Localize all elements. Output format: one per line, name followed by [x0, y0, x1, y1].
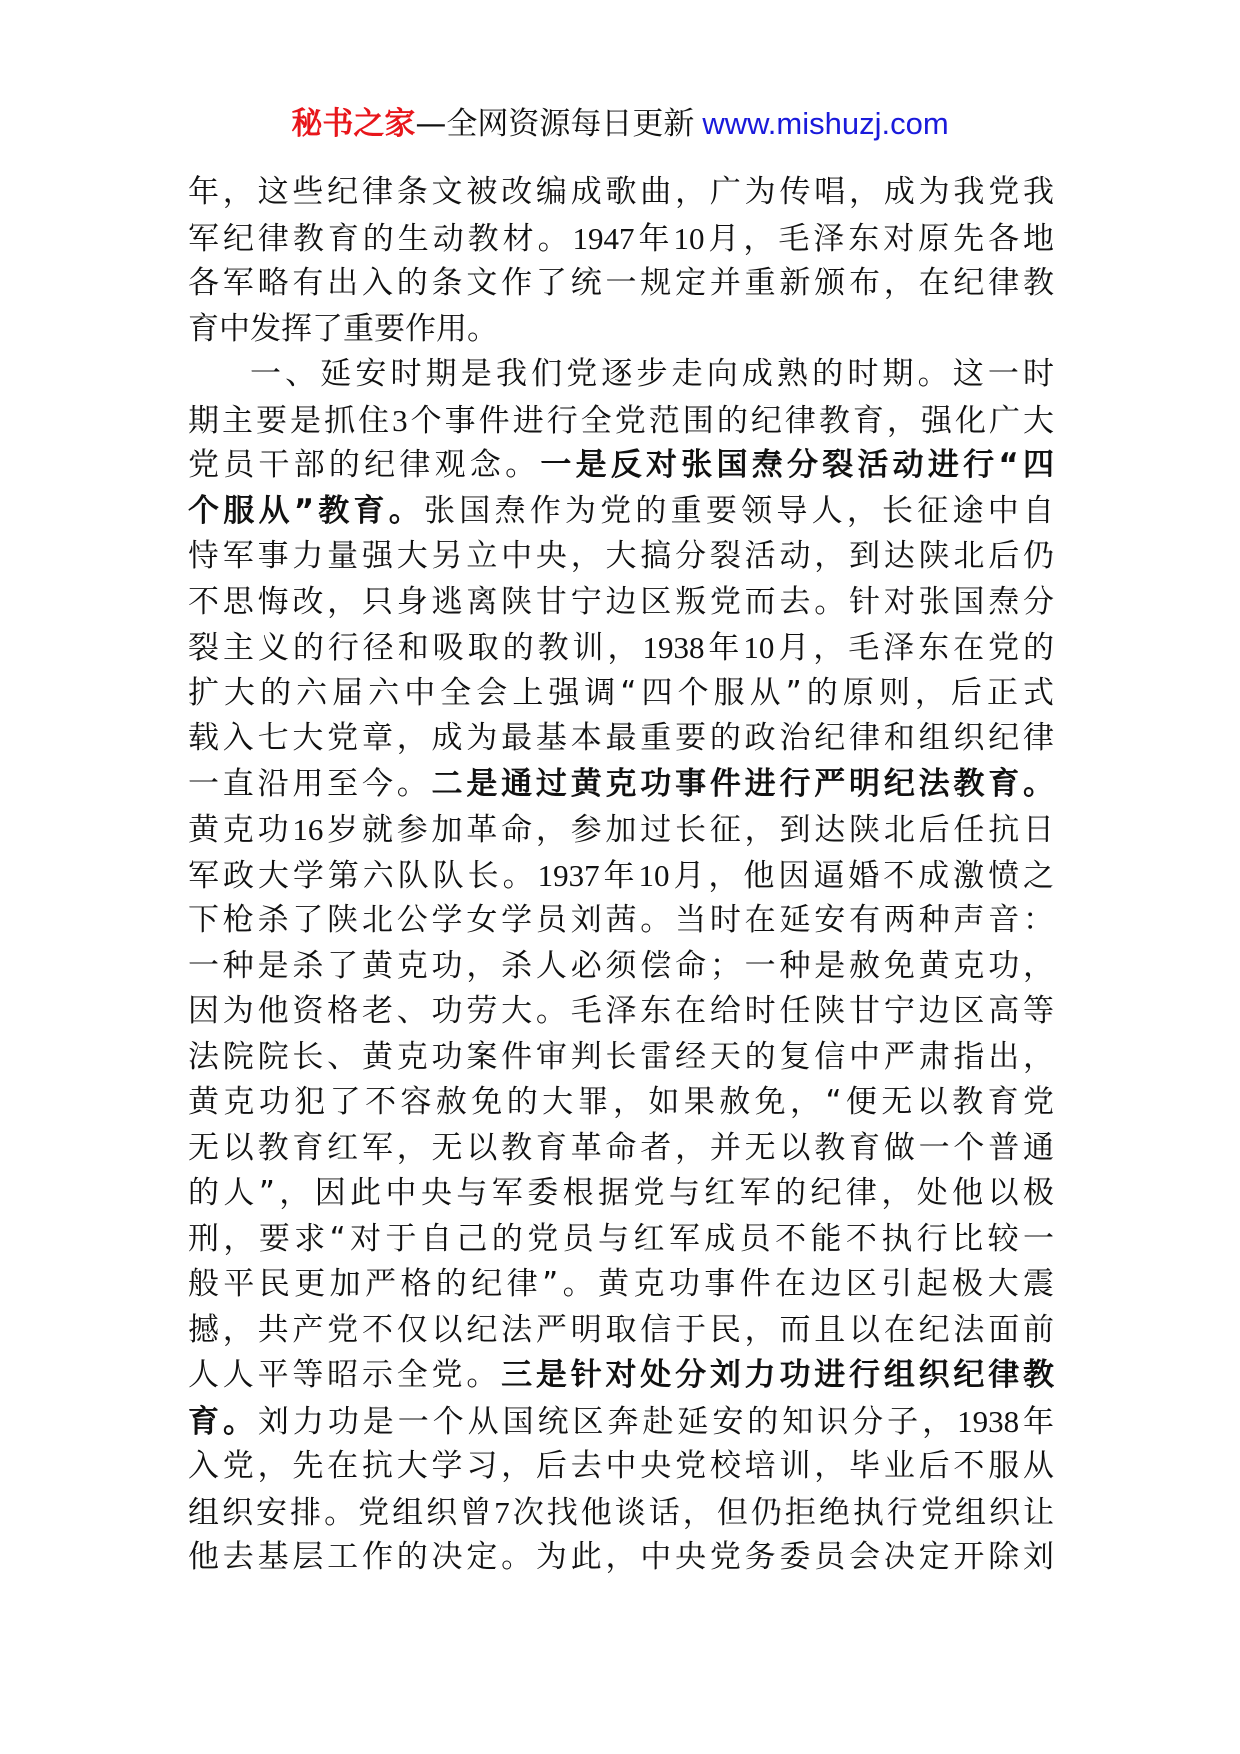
- bold-text-run: 个服从”教育。: [188, 492, 425, 529]
- text-run: 的人”，因此中央与军委根据党与红军的纪律，处他以极: [188, 1175, 1054, 1211]
- text-run: 年: [704, 630, 744, 666]
- text-line: [188, 944, 1054, 990]
- bold-text-run: 育。: [188, 1403, 258, 1440]
- text-run: 恃军事力量强大另立中央，大搞分裂活动，到达陕北后仍: [188, 538, 1054, 574]
- text-line: [188, 807, 1054, 853]
- text-run: 一种是杀了黄克功，杀人必须偿命；一种是赦免黄克功，: [188, 947, 1054, 984]
- text-run: 年，这些纪律条文被改编成歌曲，广为传唱，成为我党我: [188, 174, 1054, 210]
- text-run: 各军略有出入的条文作了统一规定并重新颁布，在纪律教: [188, 265, 1054, 301]
- text-run: 下枪杀了陕北公学女学员刘茜。当时在延安有两种声音：: [188, 902, 1054, 938]
- text-line: [188, 170, 1054, 216]
- text-line: [188, 261, 1054, 307]
- text-line: [188, 1080, 1054, 1126]
- text-run: 年: [1019, 1403, 1055, 1440]
- text-run: 月，毛泽东对原先各地: [704, 220, 1055, 257]
- text-run: 月，毛泽东在党的: [774, 630, 1055, 666]
- header-url-link[interactable]: www.mishuzj.com: [702, 106, 949, 141]
- text-run: 刑，要求“对于自己的党员与红军成员不能不执行比较一: [188, 1220, 1054, 1257]
- text-run: 黄克功犯了不容赦免的大罪，如果赦免，“便无以教育党: [188, 1084, 1054, 1120]
- text-run: 入党，先在抗大学习，后去中央党校培训，毕业后不服从: [188, 1448, 1054, 1484]
- text-run: 不思悔改，只身逃离陕甘宁边区叛党而去。针对张国焘分: [188, 583, 1054, 620]
- text-run: 1938: [957, 1403, 1020, 1439]
- text-line: [188, 1171, 1054, 1217]
- text-line: [188, 216, 1054, 262]
- text-line: [188, 1399, 1054, 1445]
- text-run: 1937: [537, 857, 600, 893]
- text-line: [188, 1217, 1054, 1263]
- text-run: 法院院长、黄克功案件审判长雷经天的复信中严肃指出，: [188, 1038, 1054, 1075]
- text-run: 一直沿用至今。: [188, 765, 432, 802]
- body-text: [188, 170, 1054, 1581]
- text-run: 裂主义的行径和吸取的教训，: [188, 630, 643, 666]
- text-line: [188, 534, 1054, 580]
- bold-text-run: 三是针对处分刘力功进行组织纪律教: [501, 1357, 1054, 1393]
- page-header: [0, 100, 1240, 148]
- text-run: 育中发挥了重要作用。: [188, 310, 498, 347]
- text-run: 10: [743, 630, 775, 665]
- text-line: [188, 625, 1054, 671]
- text-run: 刘力功是一个从国统区奔赴延安的知识分子，: [257, 1403, 958, 1440]
- text-run: 个事件进行全党范围的纪律教育，强化广大: [407, 402, 1055, 439]
- text-run: 1947: [572, 220, 635, 256]
- header-tagline: —全网资源每日更新: [415, 106, 695, 142]
- text-run: 扩大的六届六中全会上强调“四个服从”的原则，后正式: [188, 674, 1054, 711]
- text-run: 黄克功: [188, 812, 293, 848]
- text-line: [188, 1535, 1054, 1581]
- text-run: 军纪律教育的生动教材。: [188, 220, 573, 257]
- bold-text-run: 一是反对张国焘分裂活动进行“四: [540, 447, 1054, 483]
- text-run: 10: [673, 220, 705, 256]
- text-line: [188, 716, 1054, 762]
- text-run: 年: [599, 857, 639, 894]
- text-line: [188, 352, 1054, 398]
- text-run: 年: [634, 220, 674, 257]
- text-run: 他去基层工作的决定。为此，中央党务委员会决定开除刘: [188, 1539, 1054, 1575]
- text-line: [188, 1444, 1054, 1490]
- text-line: [188, 762, 1054, 808]
- text-run: 一、延安时期是我们党逐步走向成熟的时期。这一时: [250, 356, 1054, 392]
- text-run: 月，他因逼婚不成激愤之: [669, 857, 1055, 894]
- text-run: 16: [292, 812, 324, 847]
- text-run: 1938: [642, 630, 705, 665]
- text-line: [188, 853, 1054, 899]
- text-run: 党员干部的纪律观念。: [188, 447, 541, 483]
- text-run: 3: [392, 402, 408, 438]
- text-run: 载入七大党章，成为最基本最重要的政治纪律和组织纪律: [188, 720, 1054, 756]
- text-line: [188, 443, 1054, 489]
- text-line: [188, 580, 1054, 626]
- text-run: 撼，共产党不仅以纪法严明取信于民，而且以在纪法面前: [188, 1311, 1054, 1348]
- text-run: 组织安排。党组织曾: [188, 1494, 495, 1531]
- text-run: 人人平等昭示全党。: [188, 1357, 502, 1393]
- text-line: [188, 989, 1054, 1035]
- text-run: 期主要是抓住: [188, 402, 393, 439]
- text-run: 无以教育红军，无以教育革命者，并无以教育做一个普通: [188, 1129, 1054, 1166]
- text-line: [188, 1262, 1054, 1308]
- text-run: 岁就参加革命，参加过长征，到达陕北后任抗日: [323, 812, 1054, 848]
- text-line: [188, 398, 1054, 444]
- text-run: 军政大学第六队队长。: [188, 857, 538, 894]
- text-run: 张国焘作为党的重要领导人，长征途中自: [424, 492, 1054, 529]
- text-run: 因为他资格老、功劳大。毛泽东在给时任陕甘宁边区高等: [188, 993, 1054, 1029]
- text-line: [188, 1035, 1054, 1081]
- text-line: [188, 671, 1054, 717]
- text-line: [188, 1353, 1054, 1399]
- text-line: [188, 1126, 1054, 1172]
- header-brand: 秘书之家: [291, 106, 416, 142]
- text-line: [188, 489, 1054, 535]
- text-run: 7: [494, 1494, 510, 1530]
- bold-text-run: 二是通过黄克功事件进行严明纪法教育。: [431, 765, 1055, 802]
- text-line: [188, 1308, 1054, 1354]
- text-run: 10: [638, 857, 670, 893]
- text-run: 般平民更加严格的纪律”。黄克功事件在边区引起极大震: [188, 1266, 1054, 1302]
- text-line: [188, 898, 1054, 944]
- text-line: [188, 307, 1054, 353]
- text-run: 次找他谈话，但仍拒绝执行党组织让: [509, 1494, 1055, 1531]
- text-line: [188, 1490, 1054, 1536]
